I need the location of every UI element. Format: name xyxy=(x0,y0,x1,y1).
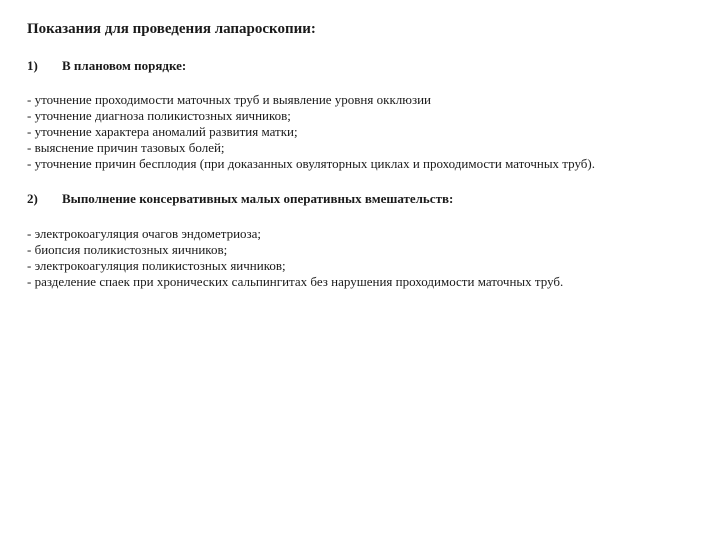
section-2-number: 2) xyxy=(27,191,38,206)
list-item: - биопсия поликистозных яичников; xyxy=(27,242,228,257)
section-1-list xyxy=(27,92,595,172)
list-item: - разделение спаек при хронических сальпингитах без нарушения проходимости маточных труб. xyxy=(27,274,564,289)
list-item: - выяснение причин тазовых болей; xyxy=(27,140,225,155)
section-2-heading xyxy=(27,191,453,207)
section-1-heading xyxy=(27,58,186,74)
document-title: Показания для проведения лапароскопии: xyxy=(27,21,316,37)
list-item: - электрокоагуляция очагов эндометриоза; xyxy=(27,226,262,241)
section-2-list xyxy=(27,226,563,290)
list-item: - уточнение диагноза поликистозных яичников; xyxy=(27,108,291,123)
section-1-title: В плановом порядке: xyxy=(62,58,187,73)
list-item: - электрокоагуляция поликистозных яичников; xyxy=(27,258,286,273)
list-item: - уточнение проходимости маточных труб и выявление уровня окклюзии xyxy=(27,92,432,107)
section-1-number: 1) xyxy=(27,58,38,73)
section-2-title: Выполнение консервативных малых оперативных вмешательств: xyxy=(62,191,454,206)
list-item: - уточнение причин бесплодия (при доказанных овуляторных циклах и проходимости маточных труб). xyxy=(27,156,595,171)
list-item: - уточнение характера аномалий развития матки; xyxy=(27,124,298,139)
